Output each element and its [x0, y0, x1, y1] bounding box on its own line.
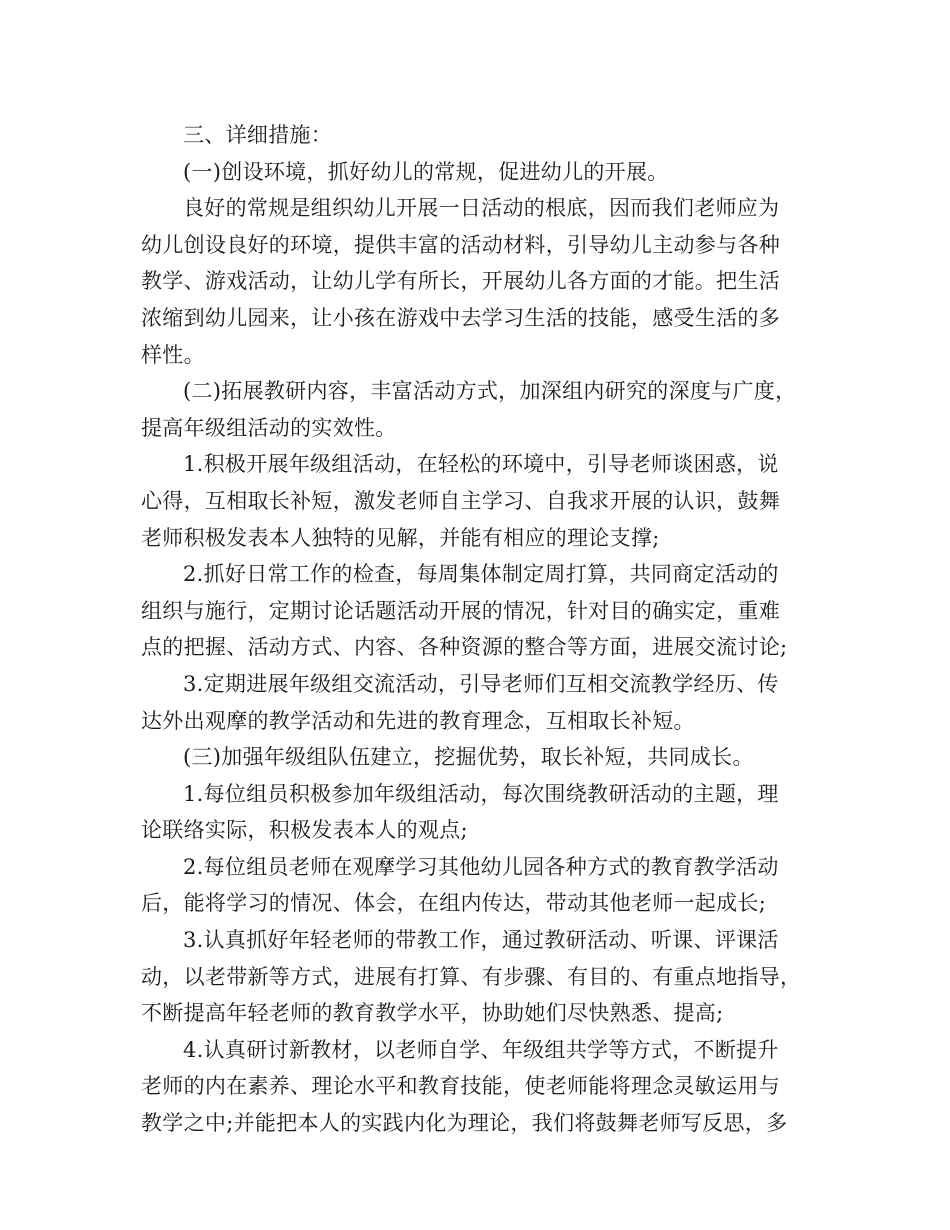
- list-item-line: 4.认真研讨新教材，以老师自学、年级组共学等方式，不断提升: [183, 1037, 779, 1062]
- paragraph-line: 教学之中;并能把本人的实践内化为理论，我们将鼓舞老师写反思，多: [141, 1111, 788, 1136]
- paragraph-line: 良好的常规是组织幼儿开展一日活动的根底，因而我们老师应为: [183, 196, 780, 221]
- list-item-line: 1.积极开展年级组活动，在轻松的环境中，引导老师谈困惑，说: [183, 452, 779, 477]
- paragraph-line: 后，能将学习的情况、体会，在组内传达，带动其他老师一起成长;: [141, 891, 767, 916]
- paragraph-line: 幼儿创设良好的环境，提供丰富的活动材料，引导幼儿主动参与各种: [141, 232, 780, 257]
- paragraph-line: 点的把握、活动方式、内容、各种资源的整合等方面，进展交流讨论;: [141, 635, 788, 660]
- list-item-line: 1.每位组员积极参加年级组活动，每次围绕教研活动的主题，理: [183, 781, 779, 806]
- list-item-line: 3.认真抓好年轻老师的带教工作，通过教研活动、听课、评课活: [183, 928, 779, 953]
- paragraph-line: 心得，互相取长补短，激发老师自主学习、自我求开展的认识，鼓舞: [141, 488, 780, 513]
- paragraph-line: 论联络实际，积极发表本人的观点;: [141, 818, 468, 843]
- subsection-heading: (一)创设环境，抓好幼儿的常规，促进幼儿的开展。: [183, 159, 669, 184]
- list-item-line: 2.每位组员老师在观摩学习其他幼儿园各种方式的教育教学活动: [183, 854, 779, 879]
- paragraph-line: 浓缩到幼儿园来，让小孩在游戏中去学习生活的技能，感受生活的多: [141, 305, 780, 330]
- subsection-heading: (二)拓展教研内容，丰富活动方式，加深组内研究的深度与广度，: [183, 379, 797, 404]
- paragraph-line: 老师的内在素养、理论水平和教育技能，使老师能将理念灵敏运用与: [141, 1074, 780, 1099]
- paragraph-line: 提高年级组活动的实效性。: [141, 415, 397, 440]
- paragraph-line: 动，以老带新等方式，进展有打算、有步骤、有目的、有重点地指导，: [141, 964, 802, 989]
- paragraph-line: 组织与施行，定期讨论话题活动开展的情况，针对目的确实定，重难: [141, 598, 780, 623]
- paragraph-line: 达外出观摩的教学活动和先进的教育理念，互相取长补短。: [141, 708, 695, 733]
- subsection-heading: (三)加强年级组队伍建立，挖掘优势，取长补短，共同成长。: [183, 745, 754, 770]
- document-body: [141, 117, 827, 1142]
- paragraph-line: 教学、游戏活动，让幼儿学有所长，开展幼儿各方面的才能。把生活: [141, 269, 780, 294]
- list-item-line: 3.定期进展年级组交流活动，引导老师们互相交流教学经历、传: [183, 671, 779, 696]
- list-item-line: 2.抓好日常工作的检查，每周集体制定周打算，共同商定活动的: [183, 562, 779, 587]
- paragraph-line: 不断提高年轻老师的教育教学水平，协助她们尽快熟悉、提高;: [141, 1001, 724, 1026]
- paragraph-line: 老师积极发表本人独特的见解，并能有相应的理论支撑;: [141, 525, 660, 550]
- paragraph-line: 样性。: [141, 342, 205, 367]
- section-heading: 三、详细措施：: [183, 123, 333, 147]
